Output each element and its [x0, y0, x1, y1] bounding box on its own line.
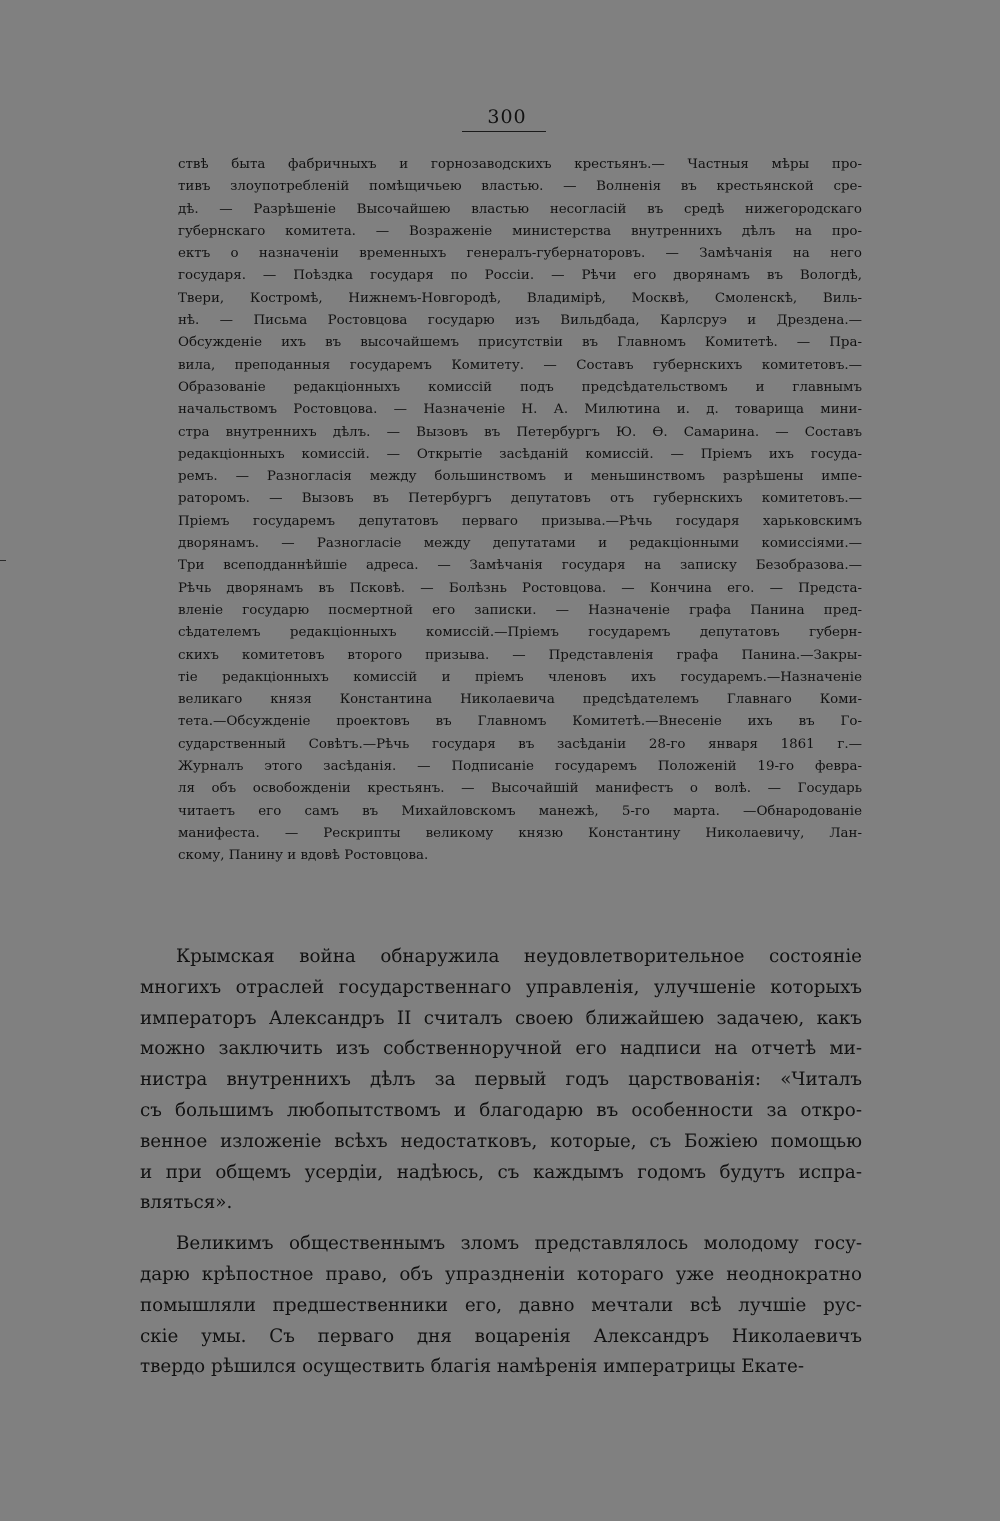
summary-line-5: ектъ о назначеніи временныхъ генералъ-губернаторовъ. — Замѣчанія на него [178, 246, 862, 262]
summary-line-16: раторомъ. — Вызовъ въ Петербургъ депутатовъ отъ губернскихъ комитетовъ.— [178, 491, 862, 507]
body-line-4: скіе умы. Съ перваго дня воцаренія Александръ Николаевичъ [140, 1325, 862, 1347]
summary-line-6: государя. — Поѣздка государя по Россіи. — Рѣчи его дворянамъ въ Вологдѣ, [178, 268, 862, 284]
body-line-5: нистра внутреннихъ дѣлъ за первый годъ царствованія: «Читалъ [140, 1069, 862, 1091]
body-text [140, 942, 862, 1383]
body-line-1: Великимъ общественнымъ зломъ представлялось молодому госу- [176, 1233, 862, 1255]
summary-line-1: ствѣ быта фабричныхъ и горнозаводскихъ крестьянъ.— Частныя мѣры про- [178, 157, 862, 172]
body-line-3: помышляли предшественники его, давно мечтали всѣ лучшіе рус- [140, 1294, 862, 1316]
summary-line-14: редакціонныхъ комиссій. — Открытіе засѣданій комиссій. — Пріемъ ихъ госуда- [178, 446, 862, 462]
paragraph-gap [140, 1219, 862, 1229]
body-line-3: императоръ Александръ II считалъ своею ближайшею задачею, какъ [140, 1007, 862, 1029]
summary-line-22: сѣдателемъ редакціонныхъ комиссій.—Пріемъ государемъ депутатовъ губерн- [178, 625, 862, 641]
body-line-8: и при общемъ усердіи, надѣюсь, съ каждымъ годомъ будутъ испра- [140, 1161, 862, 1183]
chapter-summary [178, 154, 862, 868]
summary-line-31: манифеста. — Рескрипты великому князю Константину Николаевичу, Лан- [178, 825, 862, 841]
summary-line-9: Обсужденіе ихъ въ высочайшемъ присутствіи въ Главномъ Комитетѣ. — Пра- [178, 335, 862, 351]
summary-line-11: Образованіе редакціонныхъ комиссій подъ предсѣдательствомъ и главнымъ [178, 379, 862, 395]
summary-line-8: нѣ. — Письма Ростовцова государю изъ Вильдбада, Карлсруэ и Дрездена.— [178, 313, 862, 329]
summary-line-13: стра внутреннихъ дѣлъ. — Вызовъ въ Петербургъ Ю. Ѳ. Самарина. — Составъ [178, 424, 862, 440]
summary-line-24: тіе редакціонныхъ комиссій и пріемъ членовъ ихъ государемъ.—Назначеніе [178, 669, 862, 685]
summary-line-18: дворянамъ. — Разногласіе между депутатами и редакціонными комиссіями.— [178, 536, 862, 552]
body-line-2: дарю крѣпостное право, объ упраздненіи котораго уже неоднократно [140, 1263, 862, 1285]
paragraph-crimean-war [140, 942, 862, 1219]
summary-line-10: вила, преподанныя государемъ Комитету. — Составъ губернскихъ комитетовъ.— [178, 357, 862, 373]
body-line-9: вляться». [140, 1192, 233, 1214]
summary-line-7: Твери, Костромѣ, Нижнемъ-Новгородѣ, Владимірѣ, Москвѣ, Смоленскѣ, Виль- [178, 290, 862, 306]
page-number-rule [462, 131, 546, 132]
summary-line-29: ля объ освобожденіи крестьянъ. — Высочайшій манифестъ о волѣ. — Государь [178, 781, 862, 797]
body-line-6: съ большимъ любопытствомъ и благодарю въ особенности за откро- [140, 1099, 862, 1121]
scan-edge-mark [0, 560, 6, 561]
summary-line-4: губернскаго комитета. — Возраженіе министерства внутреннихъ дѣлъ на про- [178, 223, 862, 239]
summary-line-17: Пріемъ государемъ депутатовъ перваго призыва.—Рѣчь государя харьковскимъ [178, 513, 862, 529]
summary-line-3: дѣ. — Разрѣшеніе Высочайшею властью несогласій въ средѣ нижегородскаго [178, 201, 862, 217]
page-number: 300 [487, 106, 527, 128]
body-line-5: твердо рѣшился осуществить благія намѣренія императрицы Екате- [140, 1356, 805, 1378]
summary-line-20: Рѣчь дворянамъ въ Псковѣ. — Болѣзнь Ростовцова. — Кончина его. — Предста- [178, 580, 862, 596]
body-line-4: можно заключить изъ собственноручной его надписи на отчетѣ ми- [140, 1038, 862, 1060]
body-line-1: Крымская война обнаружила неудовлетворительное состояніе [176, 946, 862, 967]
summary-line-23: скихъ комитетовъ второго призыва. — Представленія графа Панина.—Закры- [178, 647, 862, 663]
body-line-2: многихъ отраслей государственнаго управленія, улучшеніе которыхъ [140, 976, 862, 998]
summary-line-25: великаго князя Константина Николаевича предсѣдателемъ Главнаго Коми- [178, 692, 862, 708]
body-line-7: венное изложеніе всѣхъ недостатковъ, которые, съ Божіею помощью [140, 1130, 862, 1152]
summary-line-12: начальствомъ Ростовцова. — Назначеніе Н. А. Милютина и. д. товарища мини- [178, 402, 862, 418]
paragraph-serfdom [140, 1229, 862, 1383]
summary-line-15: ремъ. — Разногласія между большинствомъ и меньшинствомъ разрѣшены импе- [178, 469, 862, 485]
summary-line-21: вленіе государю посмертной его записки. — Назначеніе графа Панина пред- [178, 602, 862, 618]
summary-line-30: читаетъ его самъ въ Михайловскомъ манежѣ, 5-го марта. —Обнародованіе [178, 803, 862, 819]
summary-line-32: скому, Панину и вдовѣ Ростовцова. [178, 848, 429, 864]
summary-line-27: сударственный Совѣтъ.—Рѣчь государя въ засѣданіи 28-го января 1861 г.— [178, 736, 862, 752]
summary-line-28: Журналъ этого засѣданія. — Подписаніе государемъ Положеній 19-го февра- [178, 759, 862, 775]
summary-line-19: Три всеподданнѣйшіе адреса. — Замѣчанія государя на записку Безобразова.— [178, 558, 862, 574]
summary-line-26: тета.—Обсужденіе проектовъ въ Главномъ Комитетѣ.—Внесеніе ихъ въ Го- [178, 714, 862, 730]
summary-line-2: тивъ злоупотребленій помѣщичьею властью. — Волненія въ крестьянской сре- [178, 179, 862, 195]
